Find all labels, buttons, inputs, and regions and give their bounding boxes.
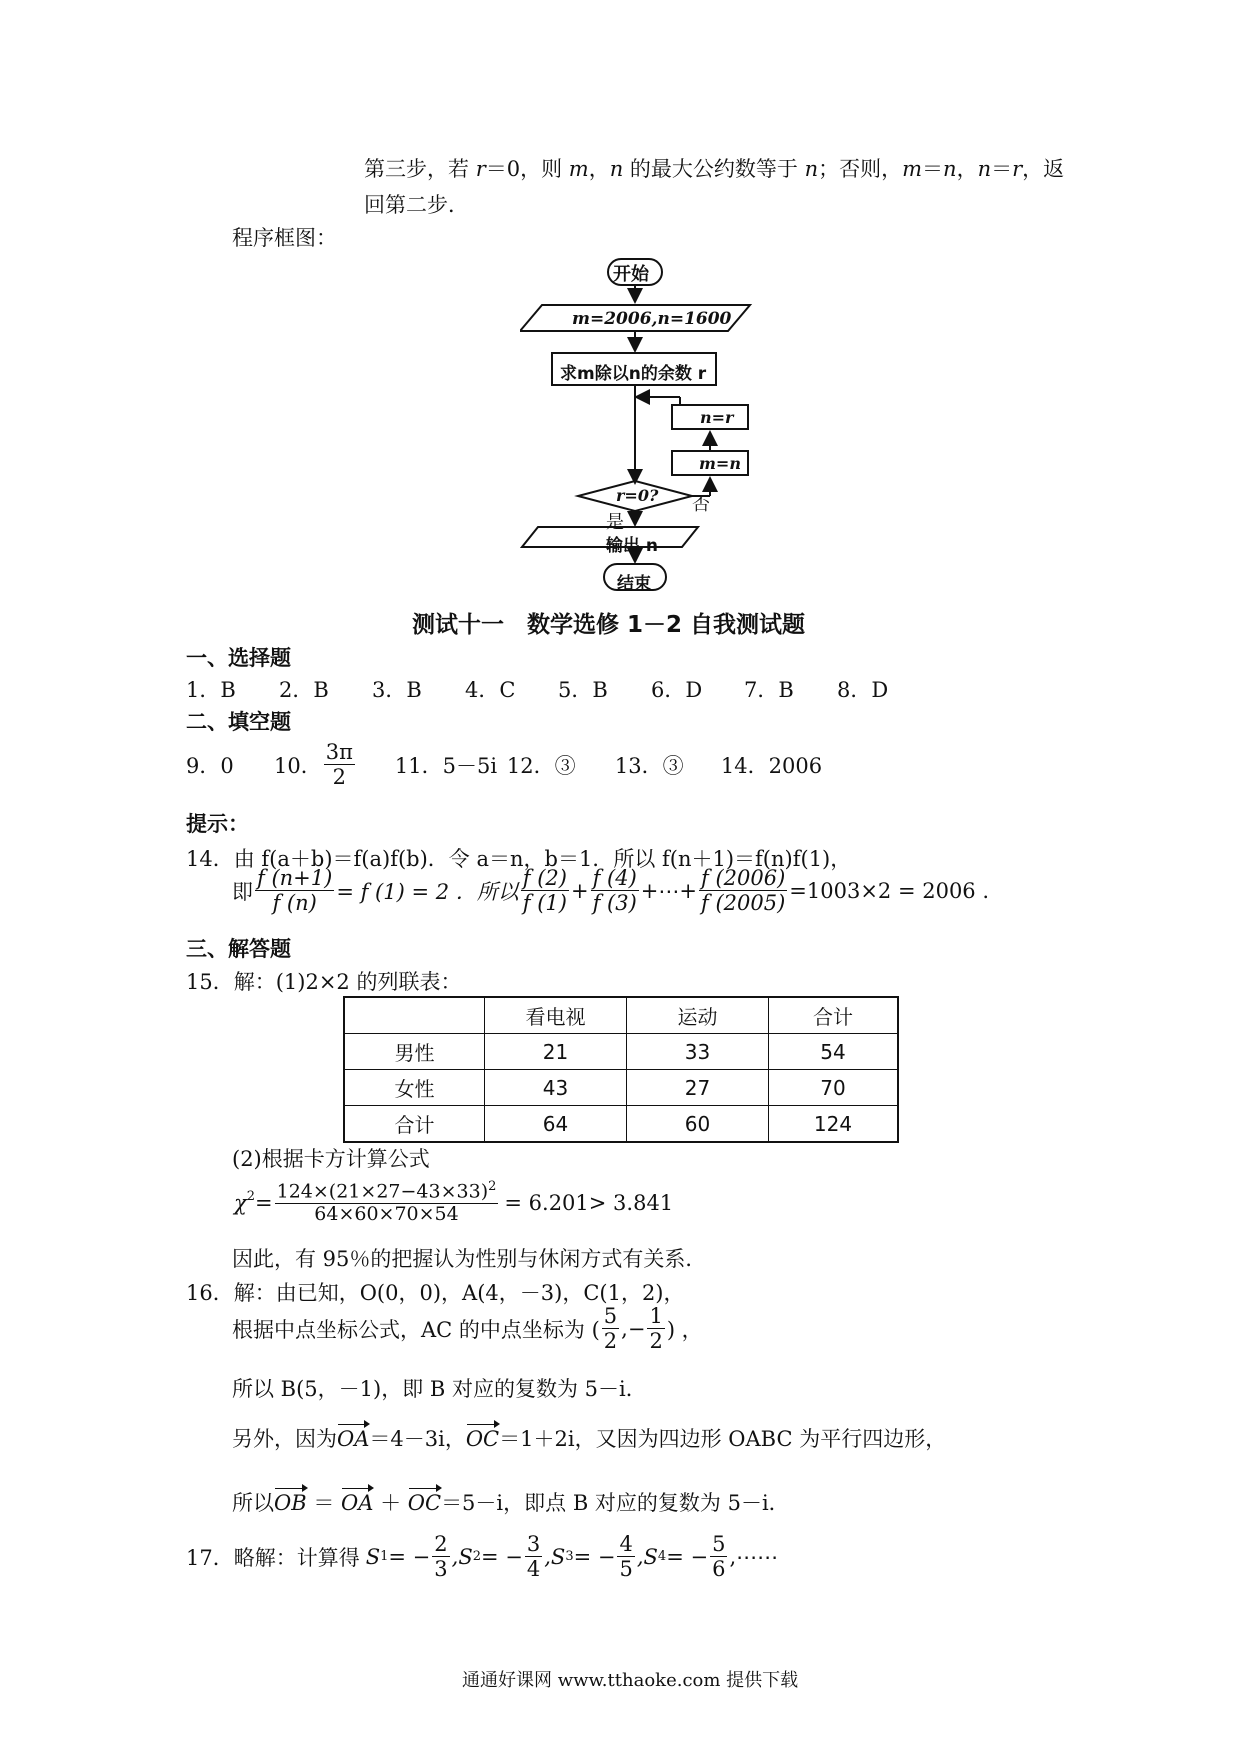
flow-decision-label: r=0? [616, 486, 659, 505]
answer-9: 9．0 [186, 753, 234, 778]
table-cell: 33 [627, 1034, 769, 1070]
q17-line: 17．略解：计算得 S 1 = − $\frac{2}{3}$ ,S 2 = − $\frac{3}{4}$ ,S 3 = − $\frac{4}{5}$ ,S 4 = − $\frac{5}{6}$ ,⋯⋯ [186, 1532, 779, 1582]
flow-assign-m-label: m=n [699, 454, 741, 473]
table-cell: 男性 [344, 1034, 485, 1070]
hint-line1: 14．由 f(a＋b)＝f(a)f(b)．令 a＝n，b＝1．所以 f(n＋1)＝f(n)f(1)， [186, 847, 852, 871]
table-header-row [344, 997, 898, 1034]
table-cell: 43 [485, 1070, 627, 1106]
flow-process-label: 求m除以n的余数 r [560, 364, 707, 384]
q16-line3: 所以 B(5，－1)，即 B 对应的复数为 5－i． [232, 1377, 647, 1401]
vector-oa: OA [337, 1427, 370, 1451]
test-title: 测试十一 数学选修 1－2 自我测试题 [412, 612, 806, 638]
table-cell: 124 [769, 1106, 899, 1143]
table-cell: 合计 [344, 1106, 485, 1143]
table-cell: 54 [769, 1034, 899, 1070]
table-cell: 64 [485, 1106, 627, 1143]
flow-start-label: 开始 [613, 264, 649, 285]
vector-oa: OA [341, 1491, 374, 1515]
q15-part2: (2)根据卡方计算公式 [232, 1147, 430, 1171]
section1-heading: 一、选择题 [186, 646, 291, 670]
answer-4: 4．C [465, 678, 516, 702]
q16-line4: 另外，因为OA＝4－3i，OC＝1＋2i，又因为四边形 OABC 为平行四边形， [232, 1427, 947, 1451]
flow-no-label: 否 [692, 494, 710, 515]
table-cell: 70 [769, 1070, 899, 1106]
q15-intro: 15．解：(1)2×2 的列联表： [186, 970, 462, 994]
table-row [344, 1070, 898, 1106]
hint-line2: 即 $\frac{f (n+1)}{f (n)}$ = f (1) = 2 ．所以 $\frac{f (2)}{f (1)}$ + $\frac{f (4)}{f (3)}$ +⋯+ $\frac{f (2006)}{f (2005)}$ =1003×2 = 2006 . [232, 866, 990, 916]
flow-output-label: 输出 n [606, 536, 659, 556]
flowchart-label: 程序框图： [232, 226, 337, 250]
step3-line1: 第三步，若 r＝0，则 m，n 的最大公约数等于 n；否则，m＝n，n＝r，返 [364, 157, 1065, 181]
table-cell [344, 997, 485, 1034]
table-cell: 27 [627, 1070, 769, 1106]
answer-2: 2．B [279, 678, 329, 702]
q16-line1: 16．解：由已知，O(0，0)，A(4，－3)，C(1，2)， [186, 1281, 685, 1305]
table-cell: 60 [627, 1106, 769, 1143]
answer-10-fraction: $\frac{3\pi}{2}$ [325, 740, 353, 790]
answer-8: 8．D [837, 678, 889, 702]
answer-12: 12．③ [506, 753, 576, 778]
flow-yes-label: 是 [606, 512, 624, 533]
hint-heading: 提示： [186, 812, 249, 836]
table-cell: 运动 [627, 997, 769, 1034]
q16-line2: 根据中点坐标公式，AC 的中点坐标为 ( $\frac{5}{2}$ ,− $\frac{1}{2}$ ) ， [232, 1304, 703, 1354]
answer-7: 7．B [744, 678, 794, 702]
answer-6: 6．D [651, 678, 703, 702]
step3-line2: 回第二步． [364, 193, 469, 217]
section2-heading: 二、填空题 [186, 710, 291, 734]
table-cell: 女性 [344, 1070, 485, 1106]
answer-3: 3．B [372, 678, 422, 702]
table-cell: 看电视 [485, 997, 627, 1034]
answer-10-label: 10． [274, 753, 322, 778]
footer-text[interactable]: 通通好课网 www.tthaoke.com 提供下载 [462, 1670, 799, 1691]
vector-oc: OC [465, 1427, 500, 1451]
vector-ob: OB [274, 1491, 307, 1515]
fill-answers [186, 740, 822, 789]
chi-square-formula: χ $^2$ = $\frac{124\times(21\times 27-43\times 33)^2}{64\times 60\times 70\times 54}$ = 6.201> 3.841 [234, 1179, 674, 1226]
q15-conclusion: 因此，有 95％的把握认为性别与休闲方式有关系． [232, 1247, 707, 1271]
flow-assign-n-label: n=r [700, 408, 734, 427]
flow-end-label: 结束 [617, 574, 651, 594]
answer-14: 14．2006 [720, 753, 823, 778]
table-cell: 21 [485, 1034, 627, 1070]
answer-1: 1．B [186, 678, 236, 702]
vector-oc: OC [407, 1491, 442, 1515]
answer-13: 13．③ [614, 753, 684, 778]
answer-11: 11．5－5i [394, 753, 498, 778]
table-row [344, 1106, 898, 1143]
flow-input-label: m=2006,n=1600 [572, 309, 732, 329]
table-cell: 合计 [769, 997, 899, 1034]
table-row [344, 1034, 898, 1070]
section3-heading: 三、解答题 [186, 937, 291, 961]
contingency-table [343, 996, 899, 1143]
q16-line5: 所以OB ＝ OA ＋ OC＝5－i，即点 B 对应的复数为 5－i． [232, 1491, 790, 1515]
mc-answers [186, 674, 888, 704]
answer-5: 5．B [558, 678, 608, 702]
